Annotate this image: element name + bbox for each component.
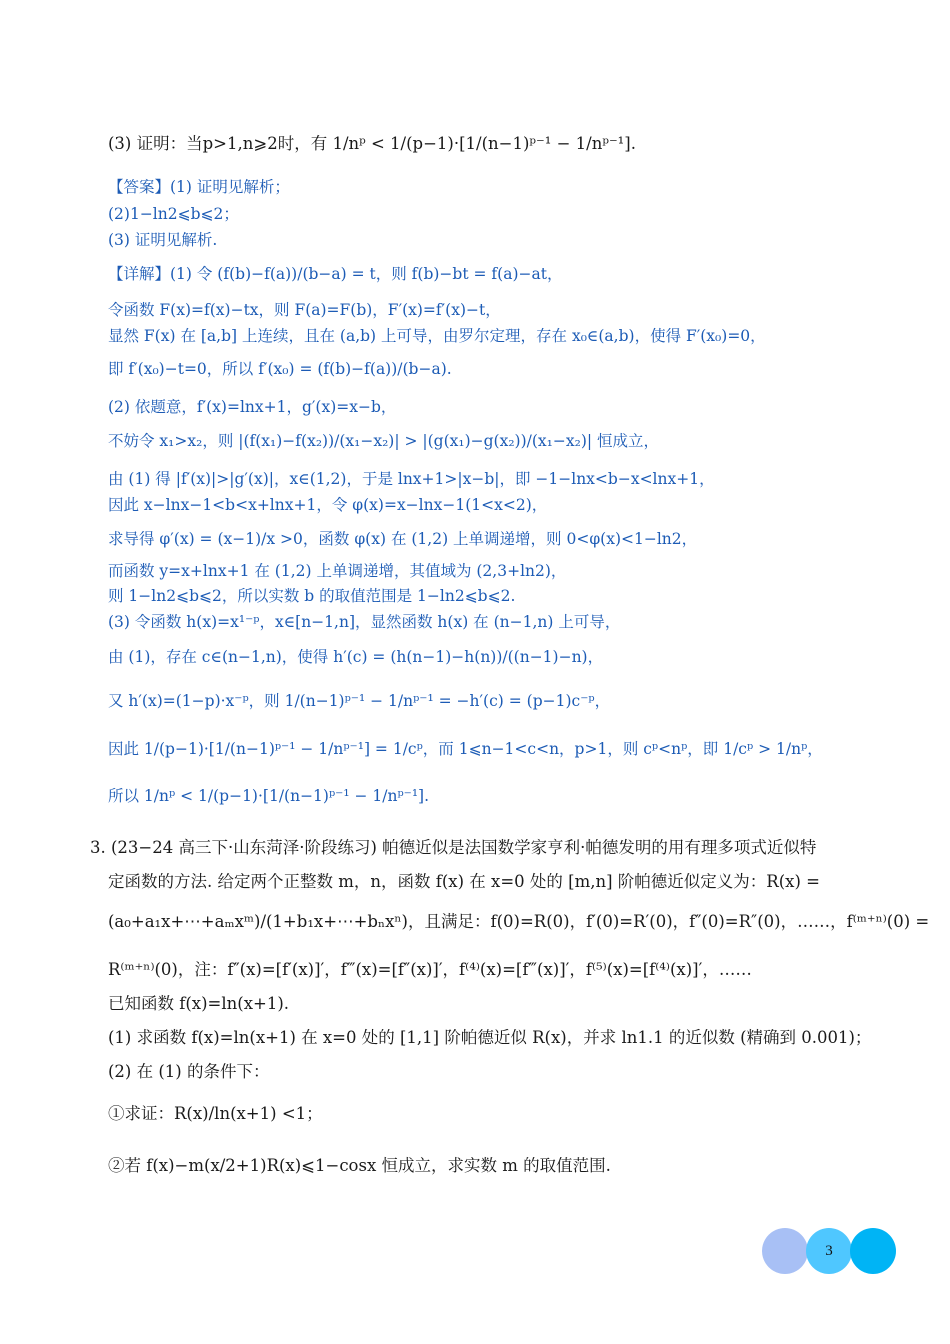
answer-line-2: (2)1−ln2⩽b⩽2； [108, 205, 239, 223]
solution-line: 因此 x−lnx−1<b<x+lnx+1，令 φ(x)=x−lnx−1(1<x<2)， [108, 496, 548, 514]
solution-line: (2) 依题意，f′(x)=lnx+1，g′(x)=x−b， [108, 398, 397, 416]
decor-circle [762, 1228, 808, 1274]
problem3-title: 3. (23−24 高三下·山东菏泽·阶段练习) 帕德近似是法国数学家亨利·帕德发明的用有理多项式近似特 [90, 838, 817, 857]
problem3-part2-ii: ②若 f(x)−m(x/2+1)R(x)⩽1−cosx 恒成立，求实数 m 的取值范围. [108, 1156, 611, 1175]
decor-circle [850, 1228, 896, 1274]
solution-line: 由 (1) 得 |f′(x)|>|g′(x)|，x∈(1,2)，于是 lnx+1>|x−b|，即 −1−lnx<b−x<lnx+1， [108, 470, 715, 488]
solution-line: 因此 1/(p−1)·[1/(n−1)ᵖ⁻¹ − 1/nᵖ⁻¹] = 1/cᵖ，而 1⩽n−1<c<n，p>1，则 cᵖ<nᵖ，即 1/cᵖ > 1/nᵖ， [108, 740, 823, 758]
solution-line: 所以 1/nᵖ < 1/(p−1)·[1/(n−1)ᵖ⁻¹ − 1/nᵖ⁻¹]. [108, 787, 430, 805]
problem3-text: 已知函数 f(x)=ln(x+1). [108, 994, 290, 1013]
answer-line-1: 【答案】(1) 证明见解析； [108, 178, 290, 196]
page-number: 3 [825, 1243, 833, 1259]
problem3-text: (a₀+a₁x+⋯+aₘxᵐ)/(1+b₁x+⋯+bₙxⁿ)，且满足：f(0)=R(0)，f′(0)=R′(0)，f″(0)=R″(0)，……，f⁽ᵐ⁺ⁿ⁾(0) = [108, 912, 930, 931]
solution-line: 令函数 F(x)=f(x)−tx，则 F(a)=F(b)，F′(x)=f′(x)−t， [108, 301, 501, 319]
page-footer [762, 1228, 902, 1278]
solution-line: 则 1−ln2⩽b⩽2，所以实数 b 的取值范围是 1−ln2⩽b⩽2. [108, 587, 516, 605]
solution-line: 显然 F(x) 在 [a,b] 上连续，且在 (a,b) 上可导，由罗尔定理，存在 x₀∈(a,b)，使得 F′(x₀)=0， [108, 327, 766, 345]
problem3-part2-i: ①求证：R(x)/ln(x+1) <1； [108, 1104, 323, 1123]
problem3-text: 定函数的方法. 给定两个正整数 m，n，函数 f(x) 在 x=0 处的 [m,n] 阶帕德近似定义为：R(x) = [108, 872, 820, 891]
solution-line: (3) 令函数 h(x)=x¹⁻ᵖ，x∈[n−1,n]，显然函数 h(x) 在 (n−1,n) 上可导， [108, 613, 621, 631]
problem3-text: R⁽ᵐ⁺ⁿ⁾(0)，注：f″(x)=[f′(x)]′，f‴(x)=[f″(x)]′，f⁽⁴⁾(x)=[f‴(x)]′，f⁽⁵⁾(x)=[f⁽⁴⁾(x)]′，…… [108, 960, 752, 979]
solution-line: 又 h′(x)=(1−p)·x⁻ᵖ，则 1/(n−1)ᵖ⁻¹ − 1/nᵖ⁻¹ = −h′(c) = (p−1)c⁻ᵖ， [108, 692, 611, 710]
solution-line: 求导得 φ′(x) = (x−1)/x >0，函数 φ(x) 在 (1,2) 上单调递增，则 0<φ(x)<1−ln2， [108, 530, 698, 548]
problem3-part2: (2) 在 (1) 的条件下： [108, 1062, 270, 1081]
solution-line: 不妨令 x₁>x₂，则 |(f(x₁)−f(x₂))/(x₁−x₂)| > |(g(x₁)−g(x₂))/(x₁−x₂)| 恒成立， [108, 432, 660, 450]
problem3-part1: (1) 求函数 f(x)=ln(x+1) 在 x=0 处的 [1,1] 阶帕德近似 R(x)，并求 ln1.1 的近似数 (精确到 0.001)； [108, 1028, 872, 1047]
solution-line: 而函数 y=x+lnx+1 在 (1,2) 上单调递增，其值域为 (2,3+ln2)， [108, 562, 567, 580]
part3-statement: (3) 证明：当p>1,n⩾2时，有 1/nᵖ < 1/(p−1)·[1/(n−1)ᵖ⁻¹ − 1/nᵖ⁻¹]. [108, 134, 636, 153]
answer-line-3: (3) 证明见解析. [108, 231, 218, 249]
solution-line: 即 f′(x₀)−t=0，所以 f′(x₀) = (f(b)−f(a))/(b−a). [108, 360, 452, 378]
solution-line: 由 (1)，存在 c∈(n−1,n)，使得 h′(c) = (h(n−1)−h(n))/((n−1)−n)， [108, 648, 604, 666]
solution-line: 【详解】(1) 令 (f(b)−f(a))/(b−a) = t，则 f(b)−bt = f(a)−at， [108, 265, 563, 283]
